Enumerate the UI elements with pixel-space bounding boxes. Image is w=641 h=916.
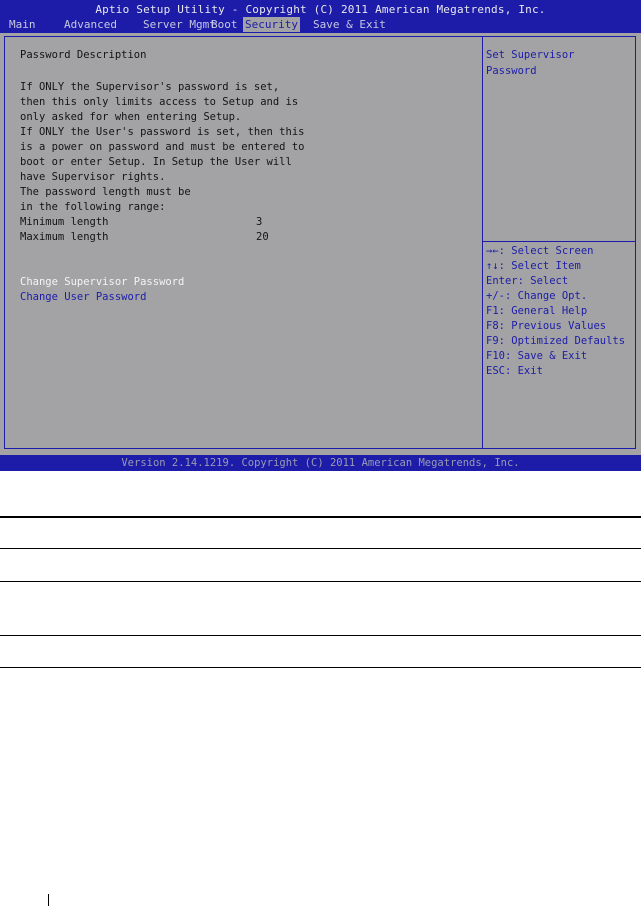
key-hint-previous-values: F8: Previous Values [486, 320, 607, 332]
table-row-rule [0, 635, 641, 636]
title-bar [0, 0, 641, 33]
minimum-length-value: 3 [256, 216, 263, 228]
maximum-length-value: 20 [256, 231, 269, 243]
change-supervisor-password-option[interactable]: Change Supervisor Password [20, 276, 185, 288]
description-line: If ONLY the Supervisor's password is set, [20, 81, 280, 93]
title-text: Aptio Setup Utility - Copyright (C) 2011 American Megatrends, Inc. [95, 3, 546, 16]
description-line: is a power on password and must be entered to [20, 141, 305, 153]
menu-main[interactable]: Main [9, 18, 36, 31]
description-line: have Supervisor rights. [20, 171, 166, 183]
table-bottom-rule [0, 667, 641, 668]
key-hint-exit: ESC: Exit [486, 365, 543, 377]
key-hint-enter: Enter: Select [486, 275, 569, 287]
version-bar [0, 455, 641, 471]
page-margin-mark [48, 894, 49, 906]
help-text-line: Set Supervisor [486, 49, 575, 61]
key-hint-change-opt: +/-: Change Opt. [486, 290, 588, 302]
key-hint-save-exit: F10: Save & Exit [486, 350, 588, 362]
table-header-rule [0, 548, 641, 549]
description-line: boot or enter Setup. In Setup the User will [20, 156, 292, 168]
menu-advanced[interactable]: Advanced [64, 18, 117, 31]
description-line: in the following range: [20, 201, 166, 213]
description-line: The password length must be [20, 186, 191, 198]
description-line: If ONLY the User's password is set, then this [20, 126, 305, 138]
table-row-rule [0, 581, 641, 582]
maximum-length-label: Maximum length [20, 231, 109, 243]
description-line: then this only limits access to Setup and is [20, 96, 299, 108]
description-heading: Password Description [20, 49, 147, 61]
change-user-password-option[interactable]: Change User Password [20, 291, 147, 303]
menu-server-mgmt[interactable]: Server Mgmt [143, 18, 216, 31]
menu-security[interactable]: Security [245, 18, 298, 31]
minimum-length-label: Minimum length [20, 216, 109, 228]
menu-bar [0, 17, 641, 32]
menu-save-exit[interactable]: Save & Exit [313, 18, 386, 31]
key-hint-select-screen: →←: Select Screen [486, 245, 594, 257]
help-divider [483, 241, 636, 242]
description-line: only asked for when entering Setup. [20, 111, 242, 123]
key-hint-general-help: F1: General Help [486, 305, 588, 317]
version-text: Version 2.14.1219. Copyright (C) 2011 American Megatrends, Inc. [121, 457, 520, 469]
panel-divider [482, 36, 483, 449]
menu-boot[interactable]: Boot [211, 18, 238, 31]
help-text-line: Password [486, 65, 537, 77]
table-top-rule [0, 516, 641, 518]
key-hint-optimized-defaults: F9: Optimized Defaults [486, 335, 626, 347]
key-hint-select-item: ↑↓: Select Item [486, 260, 581, 272]
